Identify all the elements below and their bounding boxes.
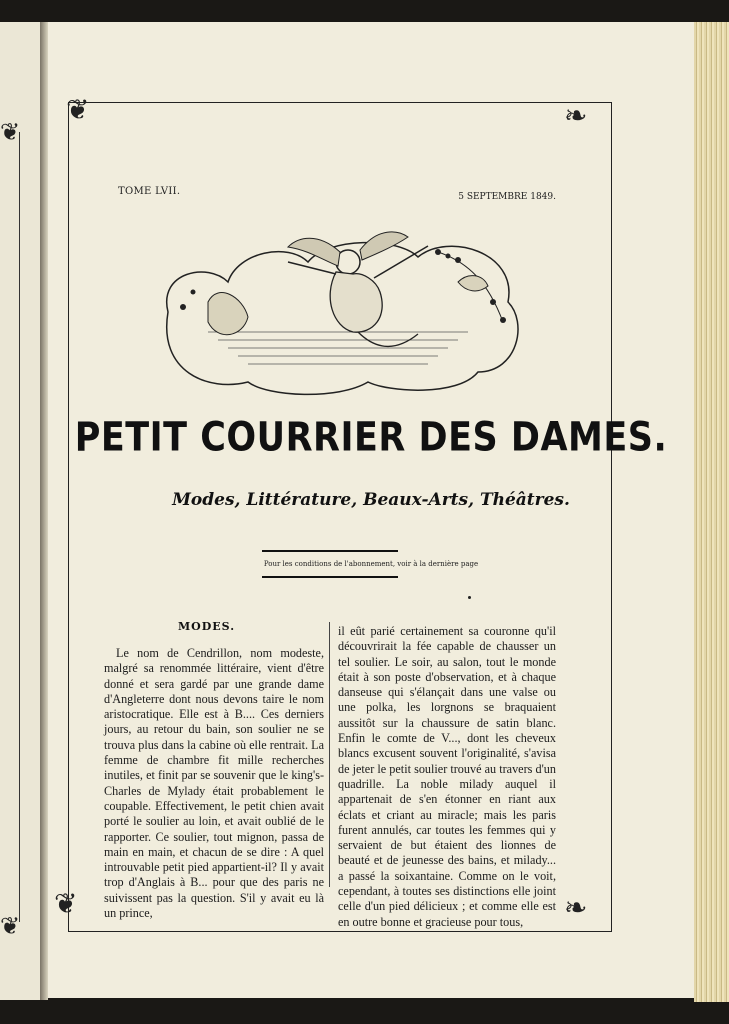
masthead-title: PETIT COURRIER DES DAMES.: [74, 415, 668, 461]
floral-corner-ornament-icon: ❦: [0, 912, 21, 940]
section-heading: MODES.: [178, 620, 236, 633]
masthead-subtitle: Modes, Littérature, Beaux-Arts, Théâtres.: [172, 490, 570, 510]
issue-date: 5 SEPTEMBRE 1849.: [458, 192, 556, 202]
ink-dot: [468, 596, 471, 599]
facing-page-rule: [19, 132, 20, 922]
facing-page-edge: [0, 22, 42, 1000]
magazine-page: [48, 22, 694, 998]
page-block-edge: [694, 22, 729, 1002]
volume-label: TOME LVII.: [118, 186, 181, 197]
floral-corner-ornament-icon: ❦: [54, 887, 78, 920]
article-paragraph: Le nom de Cendrillon, nom modeste, malgré sa renommée littéraire, vient d'être donné et sera gardé par une grande dame d'Angleterre dont nous devons taire le nom aristocratique. Elle est à B.... Ces derniers jours, au retour du bain, son soulier ne se trouva plus dans la cabine où elle rentrait. La femme de chambre fit mille recherches inutiles, et finit par se souvenir que le king's-Charles de Mylady était probablement le coupable. Effectivement, le petit chien avait porté le soulier au loin, et avait oublié de le rapporter. Ce soulier, tout mignon, passa de main en main, et chacun de se dire : A quel introuvable petit pied appartient-il? Il y avait trop d'Anglais à B... pour que des paris ne suivissent pas la question. S'il y avait eu là un prince,: [104, 646, 324, 921]
article-column-left: [104, 646, 324, 921]
column-separator: [329, 622, 330, 887]
article-column-right: [338, 624, 556, 930]
floral-corner-ornament-icon: ❦: [66, 93, 90, 126]
floral-corner-ornament-icon: ❧: [564, 99, 588, 132]
subscription-notice: Pour les conditions de l'abonnement, voir à la dernière page: [263, 560, 479, 568]
floral-corner-ornament-icon: ❧: [564, 891, 588, 924]
article-paragraph: il eût parié certainement sa couronne qu'il découvrirait la fée capable de chausser un tel soulier. Le soir, au salon, tout le monde était à son poste d'observation, et à chaque danseuse qui s'élançait dans une valse ou une polka, les lorgnons se braquaient aussitôt sur la chaussure de satin blanc. Enfin le comte de V..., dont les cheveux blancs excusent souvent l'originalité, s'avisa de jeter le petit soulier trouvé au travers d'un quadrille. La noble milady auquel il appartenait de s'en étonner en riant aux éclats et criant au miracle; mais les paris furent annulés, car toutes les femmes qui y servaient de but étaient des lionnes de beauté et de jeunesse des bains, et milady... a passé la soixantaine. Comme on le voit, cependant, à toutes ses distinctions elle joint celle d'un pied délicieux ; et comme elle est en outre bonne et gracieuse pour tous,: [338, 624, 556, 929]
divider-rule: [262, 576, 398, 578]
divider-rule: [262, 550, 398, 552]
cherub-clouds-illustration: [148, 222, 528, 402]
book-gutter: [40, 22, 48, 1000]
floral-corner-ornament-icon: ❦: [0, 118, 21, 146]
